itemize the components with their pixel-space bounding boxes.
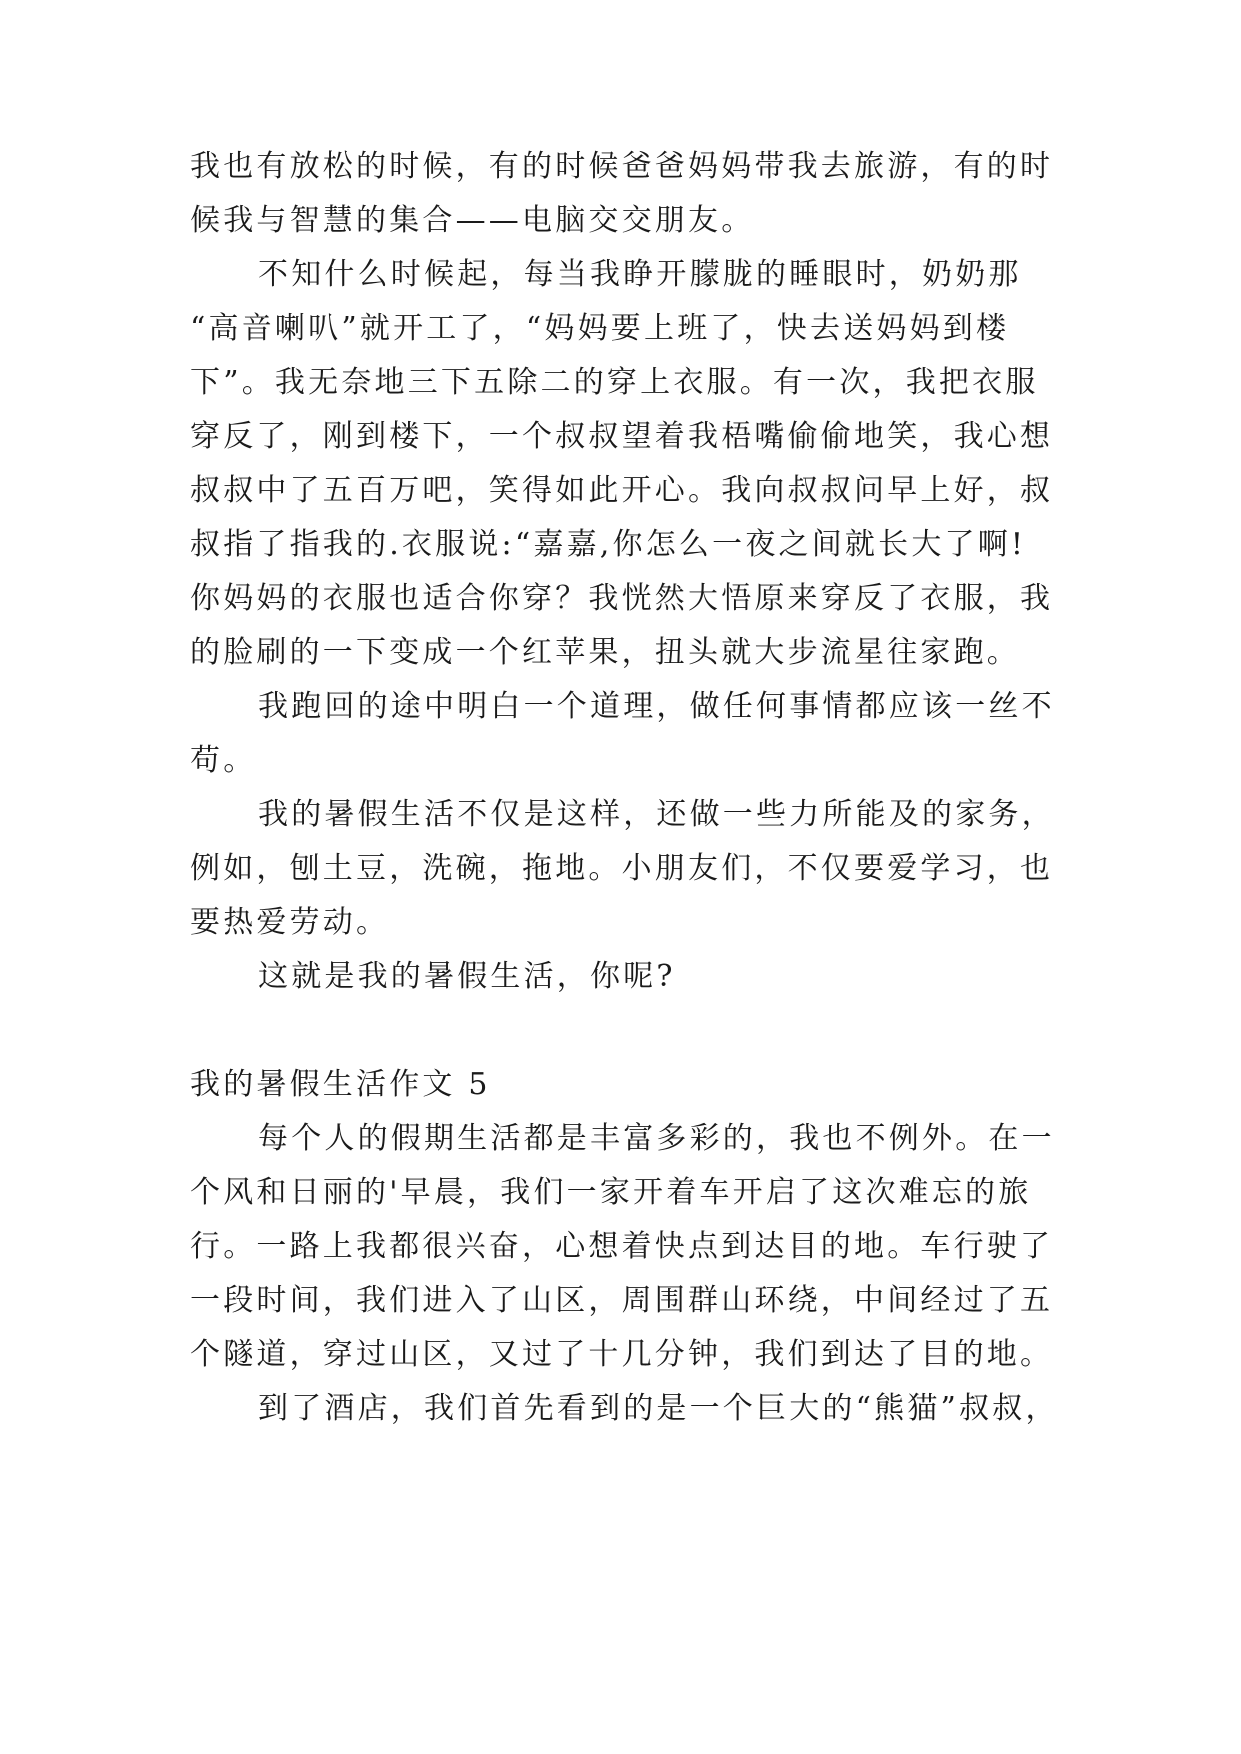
paragraph-first-line: 这就是我的暑假生活，你呢? — [258, 959, 676, 994]
text-line: “高音喇叭”就开工了，“妈妈要上班了，快去送妈妈到楼 — [190, 311, 1010, 346]
paragraph-first-line: 不知什么时候起，每当我睁开朦胧的睡眼时，奶奶那 — [258, 257, 1022, 292]
text-line: 下”。我无奈地三下五除二的穿上衣服。有一次，我把衣服 — [190, 365, 1039, 400]
text-line: 个风和日丽的'早晨，我们一家开着车开启了这次难忘的旅 — [190, 1175, 1032, 1210]
text-line: 候我与智慧的集合——电脑交交朋友。 — [190, 203, 755, 238]
text-line: 一段时间，我们进入了山区，周围群山环绕，中间经过了五 — [190, 1283, 1054, 1318]
text-line: 的脸刷的一下变成一个红苹果，扭头就大步流星往家跑。 — [190, 635, 1020, 670]
text-line: 行。一路上我都很兴奋，心想着快点到达目的地。车行驶了 — [190, 1229, 1054, 1264]
text-line: 个隧道，穿过山区，又过了十几分钟，我们到达了目的地。 — [190, 1337, 1054, 1372]
text-line: 要热爱劳动。 — [190, 905, 390, 940]
section-heading: 我的暑假生活作文 5 — [190, 1067, 491, 1102]
paragraph-first-line: 到了酒店，我们首先看到的是一个巨大的“熊猫”叔叔， — [258, 1391, 1059, 1426]
text-line: 我也有放松的时候，有的时候爸爸妈妈带我去旅游，有的时 — [190, 149, 1054, 184]
text-line: 苟。 — [190, 743, 257, 778]
paragraph-first-line: 我跑回的途中明白一个道理，做任何事情都应该一丝不 — [258, 689, 1055, 724]
text-line: 叔指了指我的.衣服说:“嘉嘉,你怎么一夜之间就长大了啊! — [190, 527, 1027, 562]
paragraph-first-line: 每个人的假期生活都是丰富多彩的，我也不例外。在一 — [258, 1121, 1055, 1156]
text-line: 穿反了，刚到楼下，一个叔叔望着我梧嘴偷偷地笑，我心想 — [190, 419, 1054, 454]
text-line: 你妈妈的衣服也适合你穿？我恍然大悟原来穿反了衣服，我 — [190, 581, 1054, 616]
text-line: 叔叔中了五百万吧，笑得如此开心。我向叔叔问早上好，叔 — [190, 473, 1054, 508]
text-line: 例如，刨土豆，洗碗，拖地。小朋友们，不仅要爱学习，也 — [190, 851, 1054, 886]
paragraph-first-line: 我的暑假生活不仅是这样，还做一些力所能及的家务， — [258, 797, 1055, 832]
